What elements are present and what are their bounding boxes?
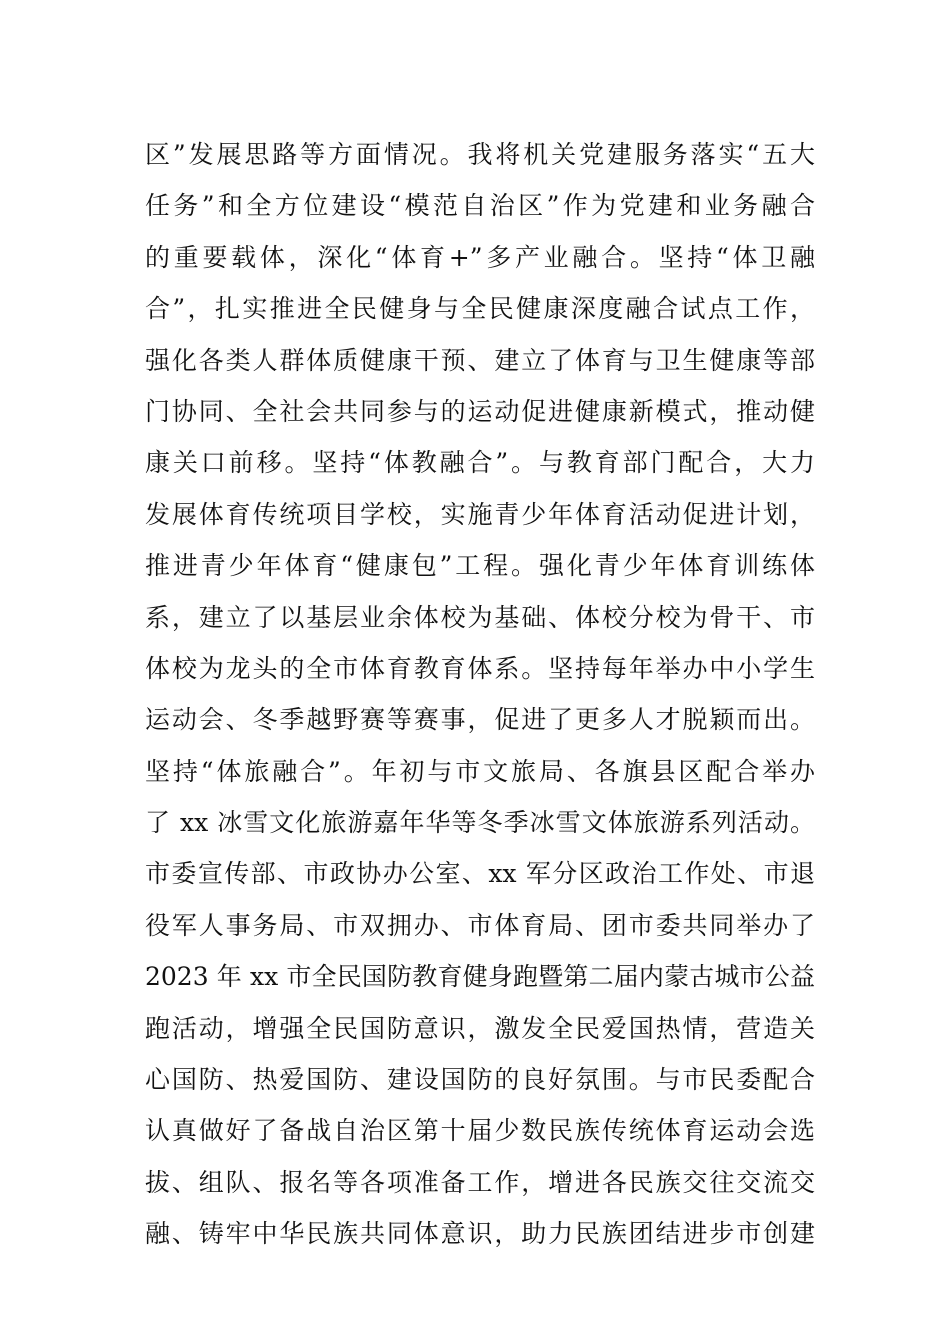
text-line: 系，建立了以基层业余体校为基础、体校分校为骨干、市 — [145, 602, 815, 632]
text-line: 任务”和全方位建设“模范自治区”作为党建和业务融合 — [145, 191, 815, 221]
text-line: 运动会、冬季越野赛等赛事，促进了更多人才脱颖而出。 — [145, 705, 815, 735]
text-line: 跑活动，增强全民国防意识，激发全民爱国热情，营造关 — [145, 1013, 815, 1043]
text-line: 康关口前移。坚持“体教融合”。与教育部门配合，大力 — [145, 448, 815, 478]
text-line: 了 xx 冰雪文化旅游嘉年华等冬季冰雪文体旅游系列活动。 — [145, 808, 815, 838]
body-text — [145, 129, 815, 1260]
text-line: 融、铸牢中华民族共同体意识，助力民族团结进步市创建 — [145, 1219, 815, 1249]
text-line: 役军人事务局、市双拥办、市体育局、团市委共同举办了 — [145, 910, 815, 940]
text-line: 坚持“体旅融合”。年初与市文旅局、各旗县区配合举办 — [145, 756, 815, 786]
text-line: 发展体育传统项目学校，实施青少年体育活动促进计划， — [145, 499, 815, 529]
text-line: 的重要载体，深化“体育+”多产业融合。坚持“体卫融 — [145, 242, 815, 272]
text-line: 市委宣传部、市政协办公室、xx 军分区政治工作处、市退 — [145, 859, 815, 889]
text-line: 认真做好了备战自治区第十届少数民族传统体育运动会选 — [145, 1116, 815, 1146]
text-line: 2023 年 xx 市全民国防教育健身跑暨第二届内蒙古城市公益 — [145, 962, 815, 992]
text-line: 区”发展思路等方面情况。我将机关党建服务落实“五大 — [145, 140, 815, 169]
text-line: 门协同、全社会共同参与的运动促进健康新模式，推动健 — [145, 396, 815, 426]
text-line: 体校为龙头的全市体育教育体系。坚持每年举办中小学生 — [145, 653, 815, 683]
text-line: 合”，扎实推进全民健身与全民健康深度融合试点工作， — [145, 294, 815, 324]
text-line: 推进青少年体育“健康包”工程。强化青少年体育训练体 — [145, 551, 815, 581]
text-line: 心国防、热爱国防、建设国防的良好氛围。与市民委配合 — [145, 1065, 815, 1095]
text-line: 强化各类人群体质健康干预、建立了体育与卫生健康等部 — [145, 345, 815, 375]
text-line: 拔、组队、报名等各项准备工作，增进各民族交往交流交 — [145, 1167, 815, 1197]
